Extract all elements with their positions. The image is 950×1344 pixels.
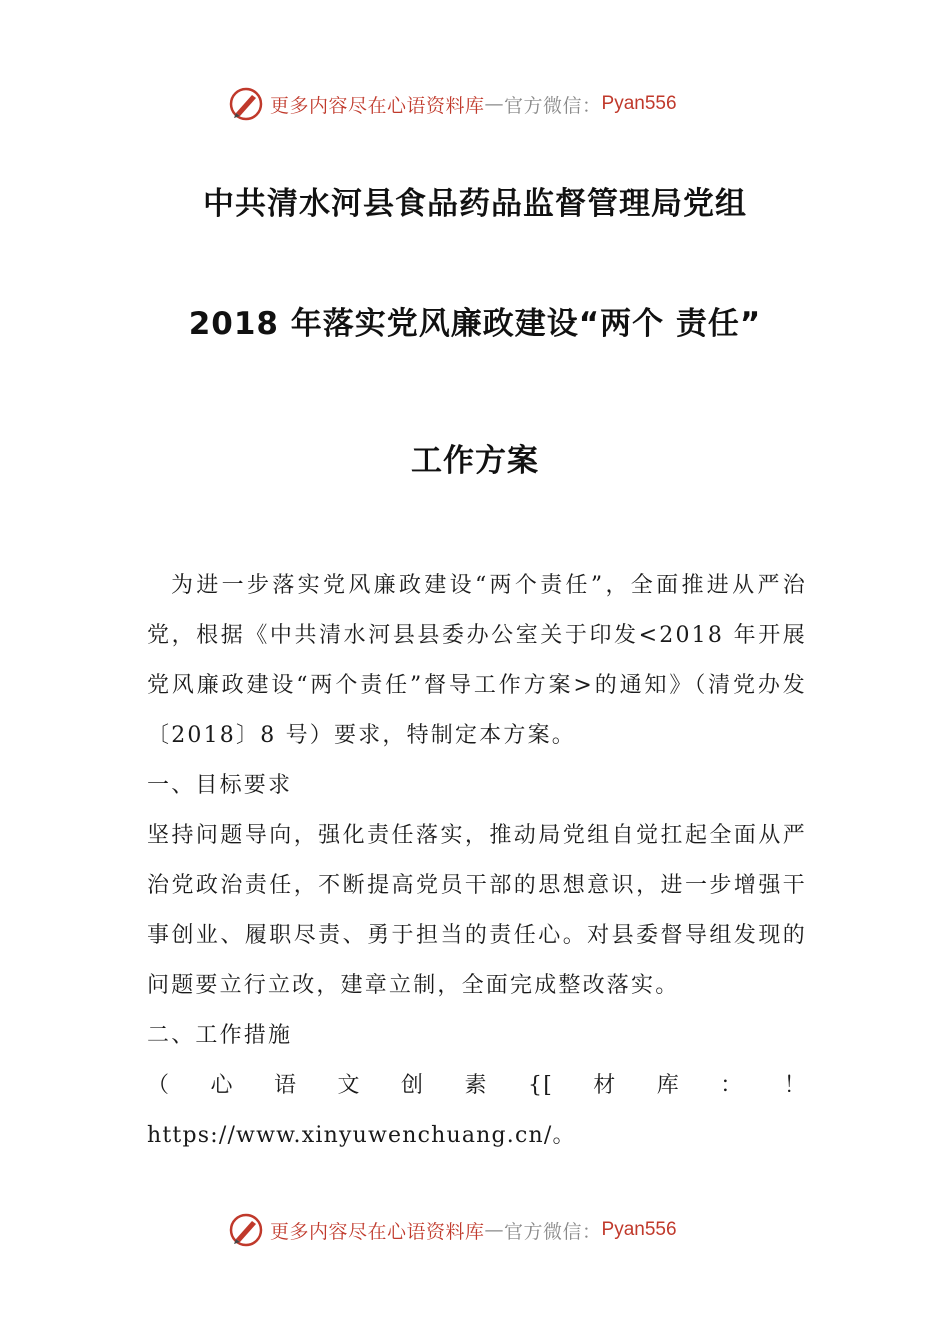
section1-paragraph: 坚持问题导向，强化责任落实，推动局党组自觉扛起全面从严治党政治责任，不断提高党员干部的思想意识，进一步增强干事创业、履职尽责、勇于担当的责任心。对县委督导组发现的问题要立行立改，建章立制，全面完成整改落实。	[147, 823, 807, 998]
intro-paragraph: 为进一步落实党风廉政建设“两个责任”，全面推进从严治党，根据《中共清水河县县委办公室关于印发<2018 年开展党风廉政建设“两个责任”督导工作方案>的通知》（清党办发〔2018〕8 号）要求，特制定本方案。	[147, 573, 807, 748]
footer-banner	[228, 1212, 728, 1248]
header-banner	[228, 86, 728, 122]
section2-heading: 二、工作措施	[147, 1023, 293, 1048]
banner-wechat-id: Pyan556	[601, 93, 677, 114]
source-line: （心语文创素{[材库：！ https://www.xinyuwenchuang.cn/。	[147, 1073, 807, 1148]
banner-wechat-id: Pyan556	[601, 1219, 677, 1240]
title-line-2: 2018 年落实党风廉政建设“两个 责任”	[188, 306, 762, 342]
banner-official: 官方微信：	[504, 1220, 602, 1243]
banner-text: 更多内容尽在心语资料库	[270, 1220, 485, 1243]
banner-dash: —	[484, 93, 505, 115]
title-line-1: 中共清水河县食品药品监督管理局党组	[203, 186, 747, 222]
banner-dash: —	[484, 1219, 505, 1241]
section1-heading: 一、目标要求	[147, 773, 293, 798]
document-body	[147, 561, 807, 1161]
banner-official: 官方微信：	[504, 94, 602, 117]
pen-logo-icon	[228, 86, 264, 122]
banner-text: 更多内容尽在心语资料库	[270, 94, 485, 117]
pen-logo-icon	[228, 1212, 264, 1248]
title-line-3: 工作方案	[411, 443, 539, 479]
